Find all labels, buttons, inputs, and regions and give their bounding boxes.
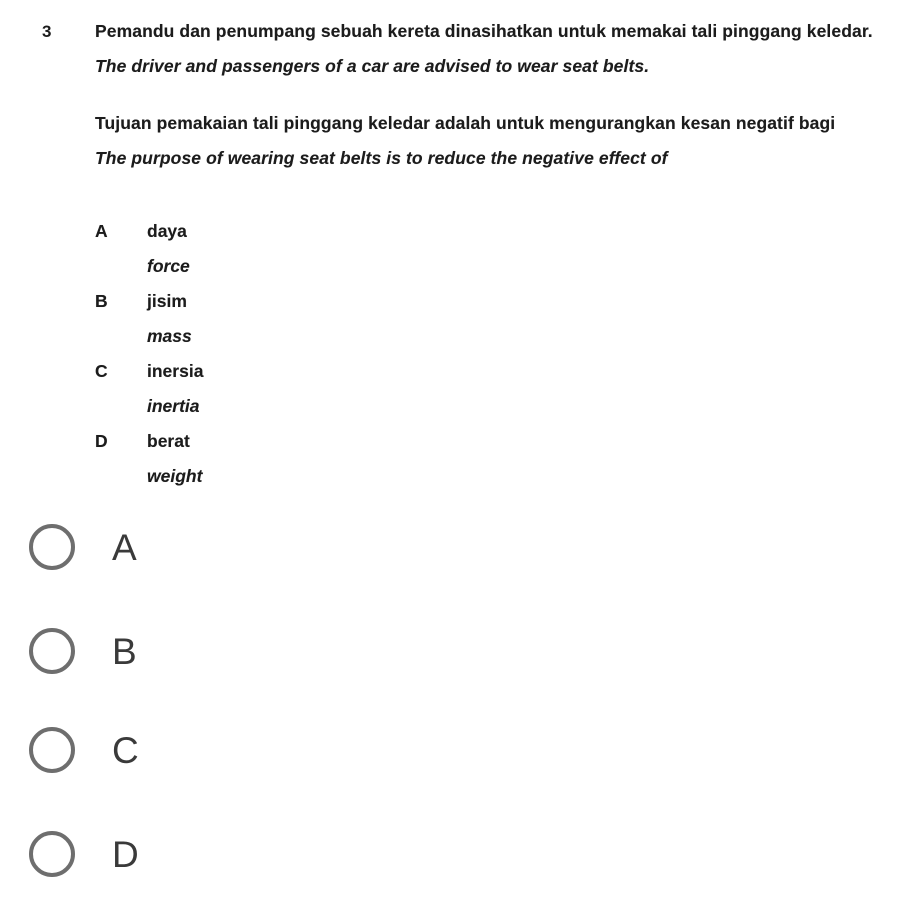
- radio-button-d-icon[interactable]: [29, 831, 75, 877]
- printed-option-b-english: [95, 319, 895, 354]
- radio-button-c-icon[interactable]: [29, 727, 75, 773]
- printed-option-b-letter: B: [95, 291, 108, 311]
- radio-button-a-icon[interactable]: [29, 524, 75, 570]
- question-text-malay-1: Pemandu dan penumpang sebuah kereta dinasihatkan untuk memakai tali pinggang keledar.: [95, 21, 873, 41]
- choice-b-label[interactable]: B: [112, 630, 137, 672]
- printed-option-b-word: jisim: [147, 291, 187, 311]
- printed-option-b-translation: mass: [147, 326, 192, 346]
- printed-option-d-english: [95, 459, 895, 494]
- printed-option-d-word: berat: [147, 431, 190, 451]
- printed-options-list: [95, 214, 895, 494]
- printed-option-a-letter: A: [95, 221, 108, 241]
- choice-a-label[interactable]: A: [112, 526, 137, 568]
- printed-option-c-english: [95, 389, 895, 424]
- question-number: 3: [42, 22, 52, 41]
- printed-option-a-word: daya: [147, 221, 187, 241]
- choice-d[interactable]: [29, 831, 139, 877]
- question-text-malay-2: Tujuan pemakaian tali pinggang keledar adalah untuk mengurangkan kesan negatif bagi: [95, 113, 836, 133]
- printed-option-a-translation: force: [147, 256, 190, 276]
- choice-a[interactable]: [29, 524, 137, 570]
- printed-option-d-letter: D: [95, 431, 108, 451]
- printed-option-c-translation: inertia: [147, 396, 200, 416]
- printed-option-a-malay: [95, 214, 895, 249]
- printed-option-a-english: [95, 249, 895, 284]
- radio-button-b-icon[interactable]: [29, 628, 75, 674]
- question-text-english-1: The driver and passengers of a car are advised to wear seat belts.: [95, 56, 650, 76]
- choice-c-label[interactable]: C: [112, 729, 139, 771]
- choice-c[interactable]: [29, 727, 139, 773]
- choice-d-label[interactable]: D: [112, 833, 139, 875]
- printed-option-d-translation: weight: [147, 466, 203, 486]
- question-image: [42, 14, 895, 494]
- choice-b[interactable]: [29, 628, 137, 674]
- printed-option-c-letter: C: [95, 361, 108, 381]
- question-content: [95, 14, 895, 494]
- printed-option-b-malay: [95, 284, 895, 319]
- printed-option-d-malay: [95, 424, 895, 459]
- question-text-english-2: The purpose of wearing seat belts is to reduce the negative effect of: [95, 148, 668, 168]
- printed-option-c-malay: [95, 354, 895, 389]
- printed-option-c-word: inersia: [147, 361, 204, 381]
